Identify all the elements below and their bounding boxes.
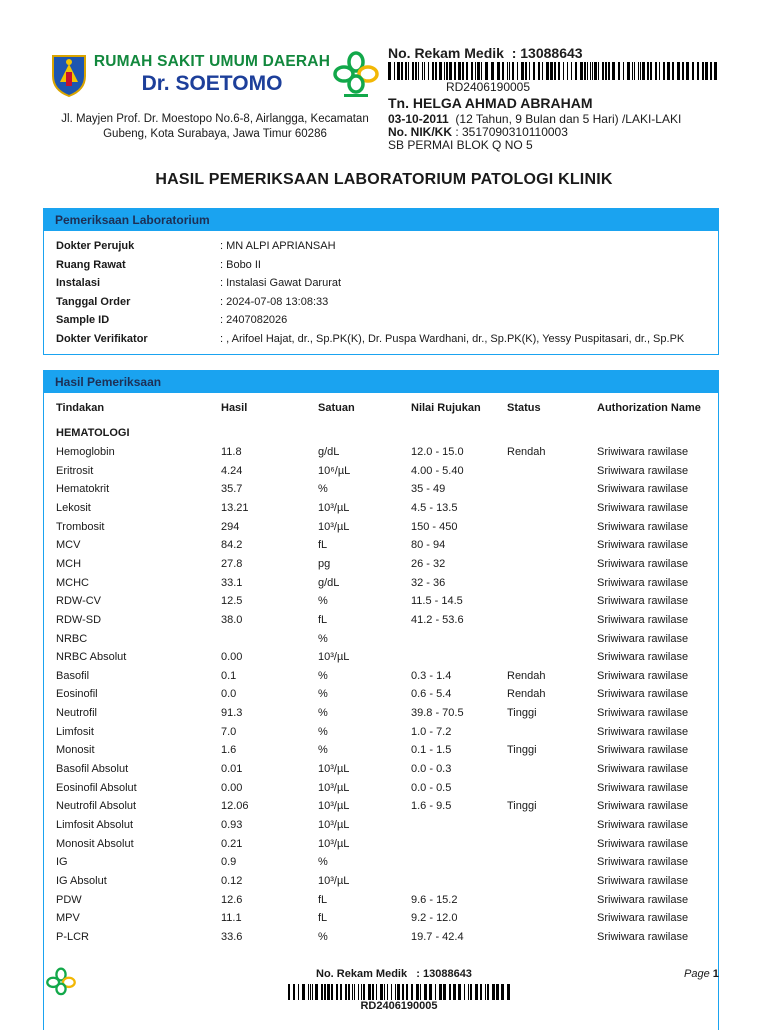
col-nilai-rujukan-cell: 9.6 - 15.2	[411, 893, 458, 906]
rm-label: No. Rekam Medik	[388, 45, 504, 61]
barcode-bottom-text: RD2406190005	[360, 1000, 438, 1012]
page-number: 1	[712, 968, 719, 980]
col-tindakan-cell: Limfosit	[56, 725, 94, 738]
col-nilai-rujukan-cell: 41.2 - 53.6	[411, 613, 464, 626]
nik-label: No. NIK/KK	[388, 125, 452, 139]
exam-info-value: : 2024-07-08 13:08:33	[220, 295, 329, 308]
east-java-crest-icon	[50, 52, 88, 98]
col-satuan-cell: pg	[318, 557, 331, 570]
col-tindakan-cell: Basofil	[56, 669, 90, 682]
col-tindakan-cell: NRBC Absolut	[56, 651, 127, 664]
col-nilai-rujukan-cell: 0.0 - 0.5	[411, 781, 452, 794]
col-hasil-cell: 91.3	[221, 707, 243, 720]
rm-value: : 13088643	[511, 45, 583, 61]
col-tindakan-cell: IG	[56, 856, 68, 869]
col-authorization-cell: Sriwiwara rawilase	[597, 819, 689, 831]
exam-info-value: : Instalasi Gawat Darurat	[220, 277, 342, 290]
col-satuan-cell: 10³/µL	[318, 874, 350, 887]
col-satuan-cell: %	[318, 688, 328, 701]
page-label: Page	[684, 968, 710, 980]
col-satuan-cell: %	[318, 744, 328, 757]
col-hasil-cell: 12.6	[221, 893, 243, 906]
col-nilai-rujukan-cell: 11.5 - 14.5	[411, 595, 463, 608]
col-tindakan-cell: Monosit	[56, 744, 95, 757]
col-satuan-cell: 10³/µL	[318, 837, 350, 850]
col-nilai-rujukan-cell: 150 - 450	[411, 520, 458, 533]
col-satuan-cell: %	[318, 856, 328, 869]
footer-medical-record	[316, 968, 472, 980]
col-satuan-cell: %	[318, 632, 328, 645]
col-authorization-cell: Sriwiwara rawilase	[597, 446, 689, 458]
col-nilai-rujukan-cell: 1.0 - 7.2	[411, 725, 452, 738]
col-hasil-cell: 4.24	[221, 464, 243, 477]
col-authorization-cell: Sriwiwara rawilase	[597, 744, 689, 757]
col-status-cell: Rendah	[507, 688, 546, 701]
footer-rm-value: : 13088643	[416, 968, 472, 980]
col-satuan-cell: fL	[318, 539, 328, 552]
col-hasil-cell: 0.93	[221, 819, 243, 831]
col-authorization-cell: Sriwiwara rawilase	[597, 669, 689, 682]
col-hasil-cell: 0.9	[221, 856, 237, 869]
col-tindakan-cell: Trombosit	[56, 520, 105, 533]
col-authorization-cell: Sriwiwara rawilase	[597, 501, 689, 514]
col-satuan-cell: %	[318, 669, 328, 682]
col-satuan-cell: 10⁶/µL	[318, 464, 351, 477]
col-hasil-cell: 11.8	[221, 446, 242, 458]
exam-info-value: : 2407082026	[220, 314, 288, 327]
medical-record-number	[388, 45, 583, 61]
address-line1: Jl. Mayjen Prof. Dr. Moestopo No.6-8, Airlangga, Kecamatan	[61, 113, 369, 125]
col-satuan-cell: 10³/µL	[318, 800, 350, 813]
col-satuan-cell: %	[318, 595, 328, 608]
col-authorization-cell: Sriwiwara rawilase	[597, 688, 689, 701]
col-hasil-cell: 0.21	[221, 837, 243, 850]
col-authorization-cell: Sriwiwara rawilase	[597, 837, 689, 850]
col-satuan-cell: %	[318, 930, 328, 943]
col-hasil-cell: 35.7	[221, 483, 243, 496]
col-authorization-cell: Sriwiwara rawilase	[597, 781, 689, 794]
col-tindakan-cell: Limfosit Absolut	[56, 819, 134, 831]
patient-dob-line	[388, 112, 681, 126]
col-nilai-rujukan-cell: 12.0 - 15.0	[411, 446, 464, 458]
col-satuan-cell: 10³/µL	[318, 819, 350, 831]
col-nilai-rujukan-cell: 9.2 - 12.0	[411, 912, 458, 925]
col-tindakan-cell: Lekosit	[56, 501, 91, 514]
patient-dob: 03-10-2011	[388, 112, 449, 126]
col-authorization-cell: Sriwiwara rawilase	[597, 893, 689, 906]
barcode-bottom	[288, 984, 510, 1000]
col-authorization-cell: Sriwiwara rawilase	[597, 539, 689, 552]
col-status-cell: Rendah	[507, 446, 546, 458]
col-tindakan-cell: Neutrofil	[56, 707, 97, 720]
col-satuan-cell: g/dL	[318, 576, 340, 589]
patient-name: Tn. HELGA AHMAD ABRAHAM	[388, 95, 593, 111]
col-authorization-cell: Sriwiwara rawilase	[597, 800, 689, 813]
col-nilai-rujukan-cell: 39.8 - 70.5	[411, 707, 464, 720]
col-authorization-cell: Sriwiwara rawilase	[597, 632, 689, 645]
col-authorization-cell: Sriwiwara rawilase	[597, 595, 689, 608]
col-nilai-rujukan-cell: 0.0 - 0.3	[411, 763, 452, 776]
col-nilai-rujukan-cell: 4.5 - 13.5	[411, 501, 458, 514]
col-hasil-cell: 27.8	[221, 557, 243, 570]
col-satuan-cell: 10³/µL	[318, 651, 350, 664]
col-hasil-cell: 33.1	[221, 576, 243, 589]
report-title: HASIL PEMERIKSAAN LABORATORIUM PATOLOGI KLINIK	[155, 171, 613, 188]
col-hasil-cell: 33.6	[221, 930, 243, 943]
col-authorization-cell: Sriwiwara rawilase	[597, 763, 689, 776]
exam-info-value: : Bobo II	[220, 258, 261, 271]
header-col-tindakan: Tindakan	[56, 402, 105, 414]
col-tindakan-cell: Eosinofil Absolut	[56, 781, 137, 794]
col-authorization-cell: Sriwiwara rawilase	[597, 856, 689, 869]
col-authorization-cell: Sriwiwara rawilase	[597, 651, 689, 664]
col-nilai-rujukan-cell: 32 - 36	[411, 576, 446, 589]
header-col-status: Status	[507, 402, 541, 414]
col-hasil-cell: 0.01	[221, 763, 243, 776]
rsud-soetomo-leaf-logo-icon	[330, 50, 382, 100]
col-nilai-rujukan-cell: 1.6 - 9.5	[411, 800, 452, 813]
col-tindakan-cell: Eosinofil	[56, 688, 98, 701]
col-tindakan-cell: MPV	[56, 912, 80, 925]
exam-info-label: Ruang Rawat	[56, 258, 126, 271]
col-tindakan-cell: Hematokrit	[56, 483, 110, 496]
col-hasil-cell: 12.06	[221, 800, 249, 813]
col-status-cell: Tinggi	[507, 707, 537, 720]
exam-info-label: Dokter Perujuk	[56, 240, 135, 252]
col-satuan-cell: %	[318, 725, 328, 738]
patient-age-gender: (12 Tahun, 9 Bulan dan 5 Hari) /LAKI-LAKI	[455, 112, 682, 126]
col-tindakan-cell: RDW-SD	[56, 613, 102, 626]
col-nilai-rujukan-cell: 0.6 - 5.4	[411, 688, 452, 701]
col-hasil-cell: 294	[221, 520, 240, 533]
col-tindakan-cell: Basofil Absolut	[56, 763, 129, 776]
col-hasil-cell: 7.0	[221, 725, 237, 738]
footer-leaf-logo-icon	[44, 966, 78, 1000]
col-satuan-cell: %	[318, 483, 328, 496]
hospital-name-line1: RUMAH SAKIT UMUM DAERAH	[93, 53, 331, 70]
col-hasil-cell: 0.0	[221, 688, 237, 701]
header-col-satuan: Satuan	[318, 402, 355, 414]
address-line2: Gubeng, Kota Surabaya, Jawa Timur 60286	[103, 128, 327, 140]
col-satuan-cell: fL	[318, 912, 328, 925]
col-nilai-rujukan-cell: 80 - 94	[411, 539, 446, 552]
col-authorization-cell: Sriwiwara rawilase	[597, 912, 689, 925]
page-indicator	[684, 968, 719, 980]
footer-rm-label: No. Rekam Medik	[316, 968, 408, 980]
header-col-authorization: Authorization Name	[597, 402, 701, 414]
col-status-cell: Tinggi	[507, 744, 537, 757]
header-col-nilai-rujukan: Nilai Rujukan	[411, 402, 481, 414]
col-hasil-cell: 38.0	[221, 613, 243, 626]
col-nilai-rujukan-cell: 0.3 - 1.4	[411, 669, 452, 682]
col-tindakan-cell: MCV	[56, 539, 81, 552]
col-authorization-cell: Sriwiwara rawilase	[597, 557, 689, 570]
hospital-name-line2: Dr. SOETOMO	[141, 72, 283, 95]
col-tindakan-cell: P-LCR	[56, 930, 90, 943]
col-authorization-cell: Sriwiwara rawilase	[597, 707, 689, 720]
col-tindakan-cell: MCH	[56, 557, 82, 570]
col-hasil-cell: 84.2	[221, 539, 243, 552]
col-status-cell: Tinggi	[507, 800, 537, 813]
col-hasil-cell: 11.1	[221, 912, 242, 925]
col-satuan-cell: 10³/µL	[318, 501, 350, 514]
col-hasil-cell: 0.00	[221, 781, 243, 794]
col-tindakan-cell: PDW	[56, 893, 82, 906]
col-authorization-cell: Sriwiwara rawilase	[597, 725, 689, 738]
col-tindakan-cell: NRBC	[56, 632, 88, 645]
col-tindakan-cell: Monosit Absolut	[56, 837, 134, 850]
col-nilai-rujukan-cell: 0.1 - 1.5	[411, 744, 452, 757]
col-satuan-cell: %	[318, 707, 328, 720]
col-hasil-cell: 0.00	[221, 651, 243, 664]
col-authorization-cell: Sriwiwara rawilase	[597, 483, 689, 496]
col-nilai-rujukan-cell: 4.00 - 5.40	[411, 464, 464, 477]
exam-info-label: Sample ID	[56, 314, 110, 327]
hospital-address	[45, 112, 385, 142]
col-hasil-cell: 0.1	[221, 669, 237, 682]
patient-nik-line	[388, 125, 568, 139]
col-authorization-cell: Sriwiwara rawilase	[597, 930, 689, 943]
col-satuan-cell: 10³/µL	[318, 781, 350, 794]
col-satuan-cell: fL	[318, 893, 328, 906]
col-authorization-cell: Sriwiwara rawilase	[597, 576, 689, 589]
hospital-name	[92, 53, 332, 96]
col-tindakan-cell: MCHC	[56, 576, 89, 589]
col-authorization-cell: Sriwiwara rawilase	[597, 520, 689, 533]
col-satuan-cell: 10³/µL	[318, 763, 350, 776]
col-hasil-cell: 1.6	[221, 744, 237, 757]
col-authorization-cell: Sriwiwara rawilase	[597, 613, 689, 626]
col-hasil-cell: 13.21	[221, 501, 249, 514]
col-nilai-rujukan-cell: 19.7 - 42.4	[411, 930, 464, 943]
col-tindakan-cell: Eritrosit	[56, 464, 94, 477]
col-nilai-rujukan-cell: 26 - 32	[411, 557, 446, 570]
barcode-top-text: RD2406190005	[445, 80, 531, 94]
header-col-hasil: Hasil	[221, 402, 248, 414]
exam-info-label: Instalasi	[56, 277, 101, 290]
col-authorization-cell: Sriwiwara rawilase	[597, 464, 689, 477]
nik-value: : 3517090310110003	[455, 125, 568, 139]
col-tindakan-cell: Hemoglobin	[56, 446, 115, 458]
exam-info-label: Dokter Verifikator	[56, 333, 148, 345]
patient-address: SB PERMAI BLOK Q NO 5	[388, 138, 533, 152]
exam-info-value: : MN ALPI APRIANSAH	[220, 240, 336, 252]
col-tindakan-cell: RDW-CV	[56, 595, 102, 608]
col-tindakan-cell: IG Absolut	[56, 874, 107, 887]
results-heading: Hasil Pemeriksaan	[44, 371, 718, 393]
col-satuan-cell: 10³/µL	[318, 520, 350, 533]
exam-info-value: : , Arifoel Hajat, dr., Sp.PK(K), Dr. Puspa Wardhani, dr., Sp.PK(K), Yessy Puspitasari, dr., Sp.PK	[220, 333, 685, 345]
exam-info-label: Tanggal Order	[56, 295, 131, 308]
exam-info-panel	[43, 208, 719, 355]
col-tindakan-cell: Neutrofil Absolut	[56, 800, 137, 813]
col-status-cell: Rendah	[507, 669, 546, 682]
col-nilai-rujukan-cell: 35 - 49	[411, 483, 446, 496]
exam-info-heading: Pemeriksaan Laboratorium	[44, 209, 718, 231]
section-hematologi: HEMATOLOGI	[56, 427, 130, 439]
col-authorization-cell: Sriwiwara rawilase	[597, 874, 689, 887]
col-satuan-cell: fL	[318, 613, 328, 626]
col-hasil-cell: 12.5	[221, 595, 243, 608]
col-hasil-cell: 0.12	[221, 874, 243, 887]
barcode-top	[388, 62, 720, 80]
col-satuan-cell: g/dL	[318, 446, 340, 458]
